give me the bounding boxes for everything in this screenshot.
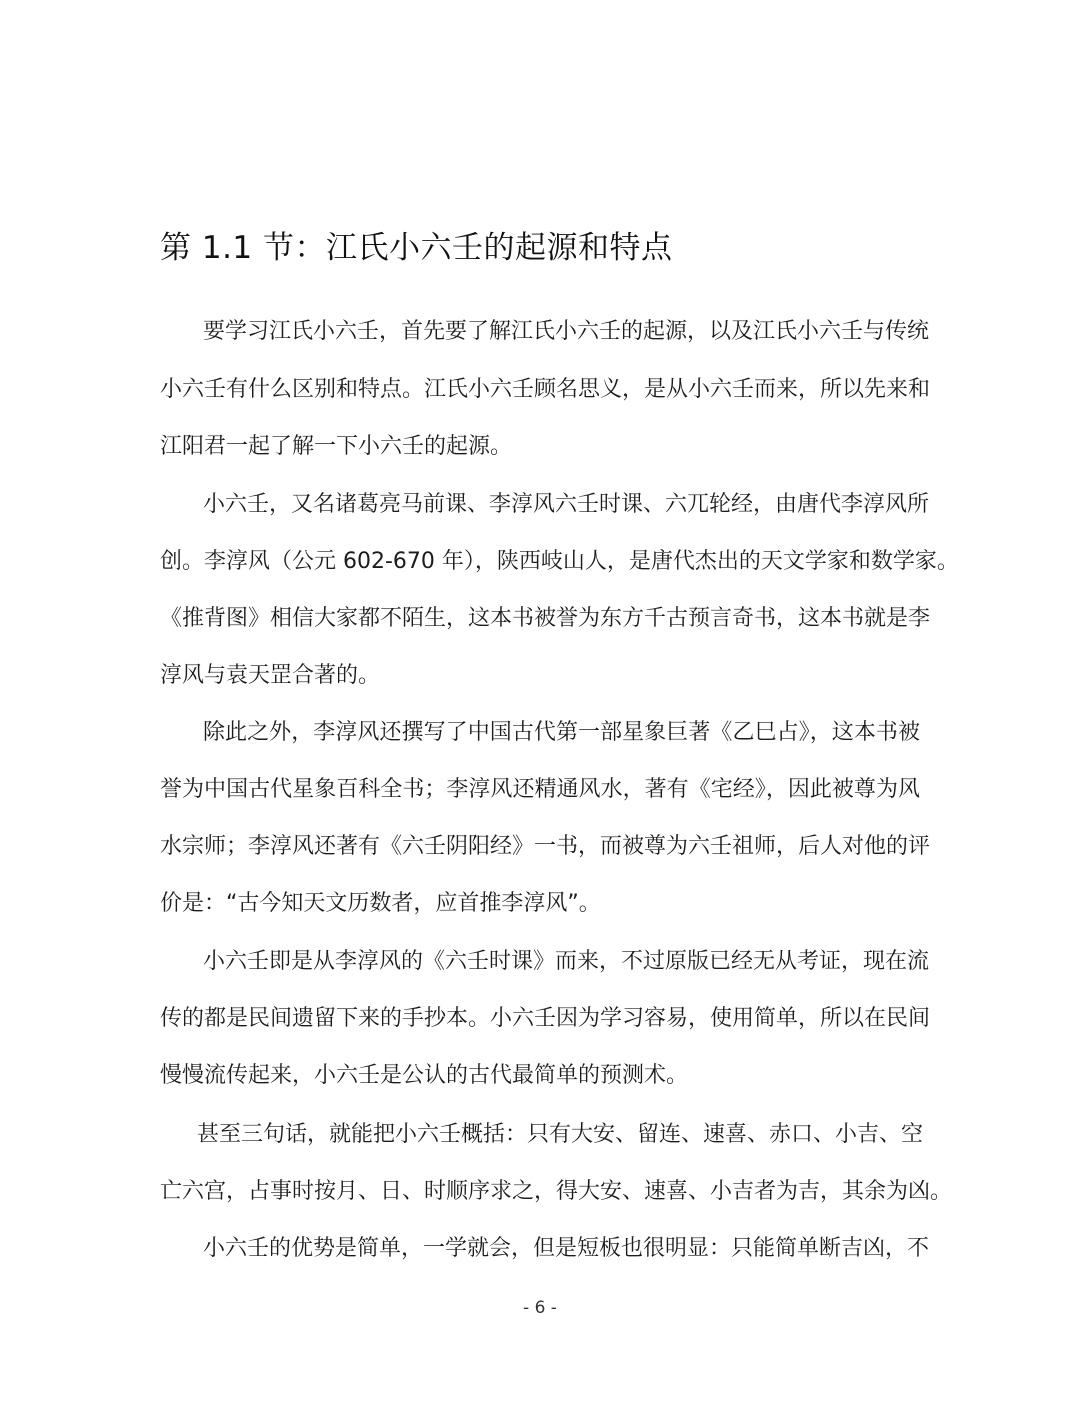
paragraph-3-line-2: 誉为中国古代星象百科全书；李淳风还精通风水，著有《宅经》，因此被尊为风 <box>160 777 920 802</box>
paragraph-3-line-3: 水宗师；李淳风还著有《六壬阴阳经》一书，而被尊为六壬祖师，后人对他的评 <box>160 834 931 859</box>
paragraph-3-line-1: 除此之外，李淳风还撰写了中国古代第一部星象巨著《乙巳占》，这本书被 <box>203 720 920 745</box>
paragraph-2-line-4: 淳风与袁天罡合著的。 <box>160 663 381 688</box>
paragraph-3-line-4: 价是：“古今知天文历数者，应首推李淳风”。 <box>160 891 601 916</box>
paragraph-2-line-2: 创。李淳风（公元 602-670 年），陕西岐山人，是唐代杰出的天文学家和数学家。 <box>160 549 959 574</box>
paragraph-6-line-1: 小六壬的优势是简单，一学就会，但是短板也很明显：只能简单断吉凶，不 <box>203 1236 930 1261</box>
paragraph-1-line-1: 要学习江氏小六壬，首先要了解江氏小六壬的起源，以及江氏小六壬与传统 <box>203 319 930 344</box>
page-number: - 6 - <box>523 1298 557 1318</box>
paragraph-5-line-2: 亡六宫，占事时按月、日、时顺序求之，得大安、速喜、小吉者为吉，其余为凶。 <box>160 1179 953 1204</box>
paragraph-4-line-3: 慢慢流传起来，小六壬是公认的古代最简单的预测术。 <box>160 1063 689 1088</box>
paragraph-5-line-1: 甚至三句话，就能把小六壬概括：只有大安、留连、速喜、赤口、小吉、空 <box>197 1122 924 1147</box>
paragraph-4-line-1: 小六壬即是从李淳风的《六壬时课》而来，不过原版已经无从考证，现在流 <box>203 949 930 974</box>
paragraph-2-line-3: 《推背图》相信大家都不陌生，这本书被誉为东方千古预言奇书，这本书就是李 <box>160 606 931 631</box>
paragraph-4-line-2: 传的都是民间遗留下来的手抄本。小六壬因为学习容易，使用简单，所以在民间 <box>160 1006 931 1031</box>
paragraph-1-line-2: 小六壬有什么区别和特点。江氏小六壬顾名思义，是从小六壬而来，所以先来和 <box>160 377 931 402</box>
paragraph-1-line-3: 江阳君一起了解一下小六壬的起源。 <box>160 434 513 459</box>
paragraph-2-line-1: 小六壬，又名诸葛亮马前课、李淳风六壬时课、六兀轮经，由唐代李淳风所 <box>203 492 930 517</box>
section-title: 第 1.1 节：江氏小六壬的起源和特点 <box>160 230 673 266</box>
